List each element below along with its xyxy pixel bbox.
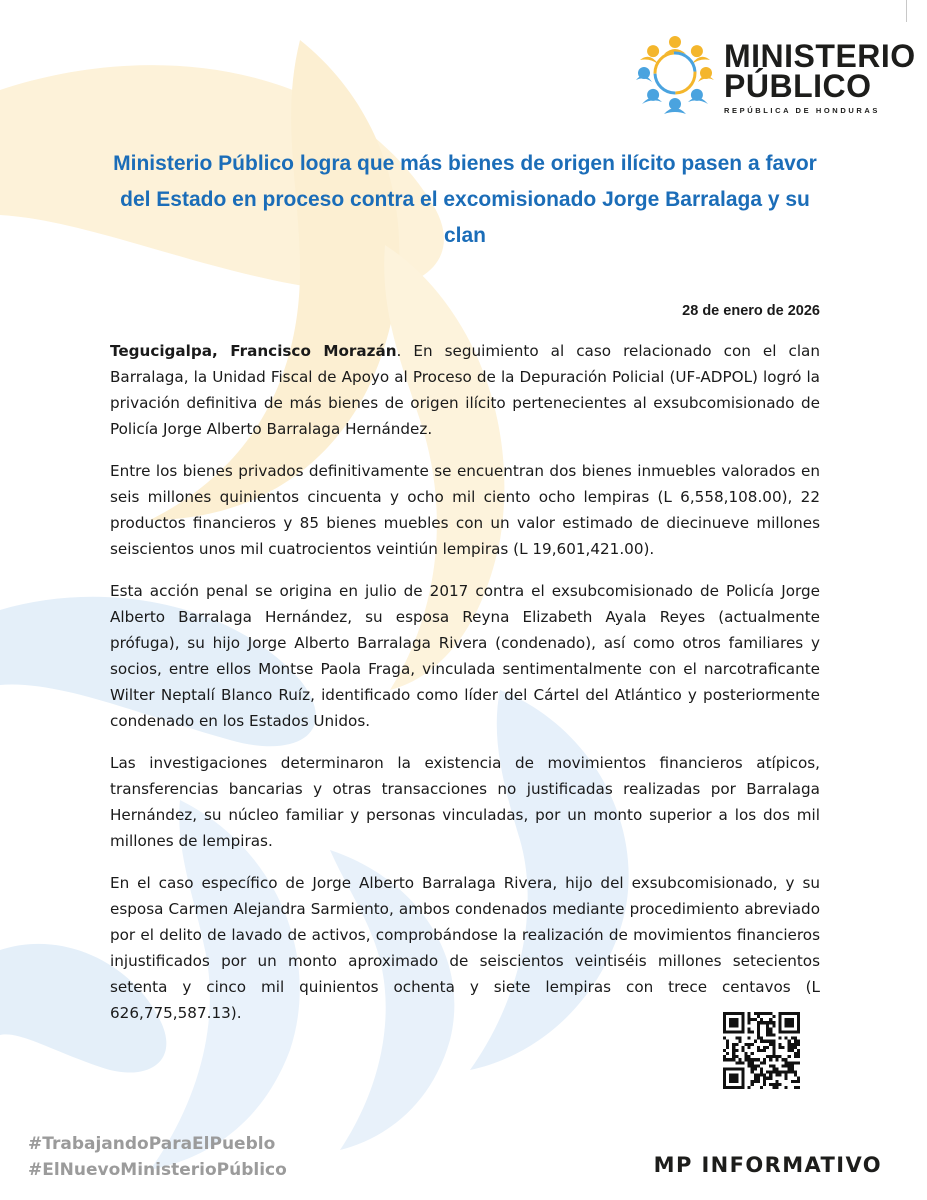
- logo-title-line1: MINISTERIO: [724, 38, 916, 74]
- paragraph-2: Entre los bienes privados definitivamente se encuentran dos bienes inmuebles valorados en seis millones quinientos cincuenta y ocho mil ciento ocho lempiras (L 6,558,108.00), 22 productos financieros y 85 bienes muebles con un valor estimado de diecinueve millones seiscientos unos mil cuatrocientos veintiún lempiras (L 19,601,421.00).: [110, 462, 820, 558]
- dateline-location: Tegucigalpa, Francisco Morazán: [110, 342, 397, 360]
- press-date: 28 de enero de 2026: [682, 303, 820, 319]
- hashtags: [28, 1131, 287, 1183]
- paragraph-4: Las investigaciones determinaron la existencia de movimientos financieros atípicos, transferencias bancarias y otras transacciones no justificadas realizadas por Barralaga Hernández, su núcleo familiar y personas vinculadas, por un monto superior a los dos mil millones de lempiras.: [110, 754, 820, 850]
- paragraph-1-text: . En seguimiento al caso relacionado con el clan Barralaga, la Unidad Fiscal de Apoyo al Proceso de la Depuración Policial (UF-ADPOL) logró la privación definitiva de más bienes de origen ilícito pertenecientes al exsubcomisionado de Policía Jorge Alberto Barralaga Hernández.: [110, 342, 820, 438]
- article-body: [110, 338, 820, 1042]
- paragraph-1: [110, 338, 820, 442]
- footer-brand: MP INFORMATIVO: [653, 1153, 882, 1177]
- edge-rule: [906, 0, 907, 22]
- hashtag-1: #TrabajandoParaElPueblo: [28, 1134, 276, 1154]
- headline: Ministerio Público logra que más bienes de origen ilícito pasen a favor del Estado en proceso contra el excomisionado Jorge Barralaga y su clan: [113, 152, 817, 247]
- paragraph-5: En el caso específico de Jorge Alberto Barralaga Rivera, hijo del exsubcomisionado, y su esposa Carmen Alejandra Sarmiento, ambos condenados mediante procedimiento abreviado por el delito de lavado de activos, comprobándose la realización de movimientos financieros injustificados por un monto aproximado de seiscientos veintiséis millones setecientos setenta y cinco mil quinientos ochenta y siete lempiras con trece centavos (L 626,775,587.13).: [110, 874, 820, 1022]
- people-circle-icon: [632, 30, 718, 116]
- paragraph-3: Esta acción penal se origina en julio de 2017 contra el exsubcomisionado de Policía Jorge Alberto Barralaga Hernández, su esposa Reyna Elizabeth Ayala Reyes (actualmente prófuga), su hijo Jorge Alberto Barralaga Rivera (condenado), así como otros familiares y socios, entre ellos Montse Paola Fraga, vinculada sentimentalmente con el narcotraficante Wilter Neptalí Blanco Ruíz, identificado como líder del Cártel del Atlántico y posteriormente condenado en los Estados Unidos.: [110, 582, 820, 730]
- hashtag-2: #ElNuevoMinisterioPúblico: [28, 1160, 287, 1180]
- logo-subtitle: REPÚBLICA DE HONDURAS: [724, 106, 880, 115]
- qr-code-icon: [723, 1012, 800, 1089]
- logo-title-line2: PÚBLICO: [724, 68, 872, 104]
- ministerio-publico-logo: [632, 30, 916, 120]
